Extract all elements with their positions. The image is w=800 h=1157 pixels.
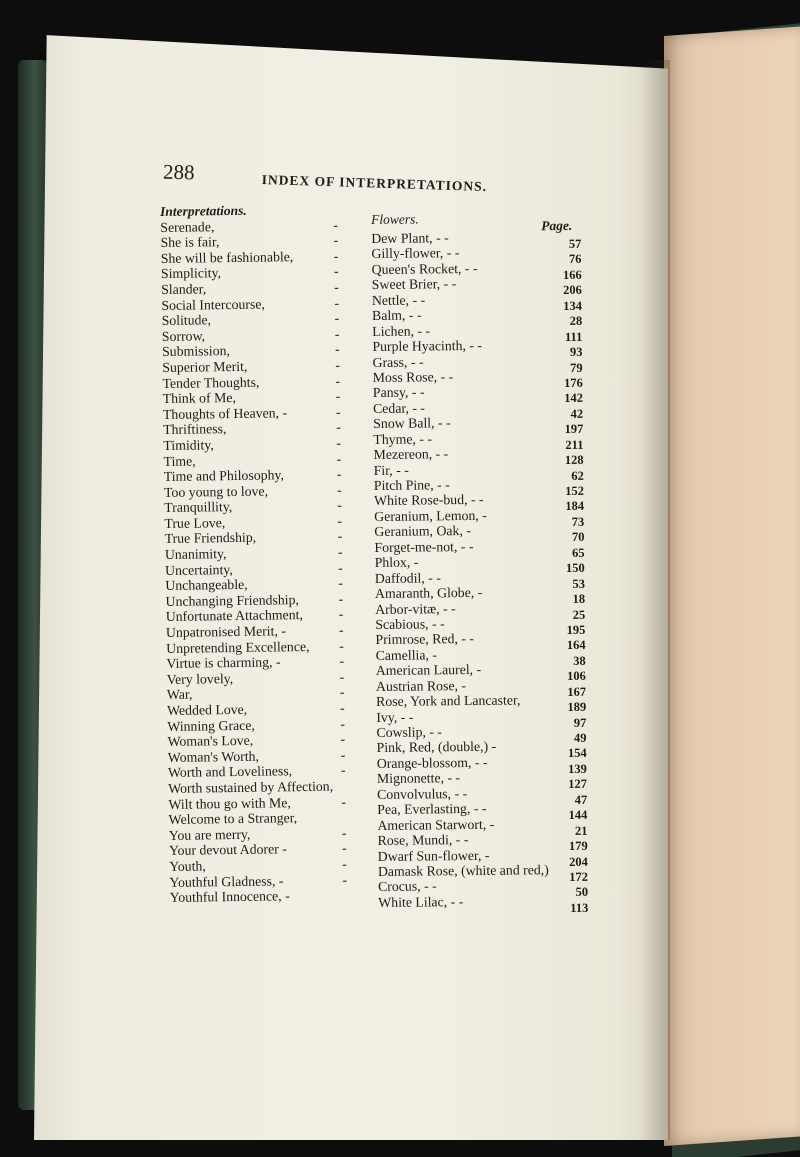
- leader-dash: -: [338, 622, 344, 638]
- leader-dash: -: [340, 762, 346, 778]
- flower-page-number: 127: [568, 777, 588, 792]
- flower-name: White Rose-bud, - -: [373, 492, 484, 509]
- flower-name: Thyme, - -: [373, 431, 433, 447]
- flower-name: Ivy, - -: [376, 709, 414, 725]
- flower-name: Daffodil, - -: [374, 569, 441, 586]
- flower-page-number: 204: [568, 854, 588, 869]
- interpretation-text: Youthful Innocence, -: [169, 888, 290, 906]
- interpretation-text: True Friendship,: [164, 530, 257, 547]
- interpretation-text: True Love,: [164, 514, 226, 531]
- interpretation-text: Think of Me,: [162, 390, 237, 407]
- flower-name: Primrose, Red, - -: [375, 631, 475, 648]
- flower-page-number: 139: [568, 761, 587, 776]
- flower-page-number: 179: [568, 838, 588, 854]
- flower-name: Dew Plant, - -: [371, 230, 449, 246]
- leader-dash: -: [340, 716, 345, 732]
- flower-name: Lichen, - -: [372, 323, 431, 339]
- interpretation-text: Timidity,: [163, 437, 214, 453]
- flower-page-number: 142: [564, 391, 584, 406]
- flower-name: Nettle, - -: [371, 292, 426, 308]
- flower-name: Queen's Rocket, - -: [371, 260, 478, 277]
- flower-page-number: 18: [572, 591, 586, 606]
- flowers-heading: Flowers.: [371, 211, 419, 227]
- leader-dash: -: [342, 856, 347, 872]
- leader-dash: -: [336, 466, 342, 482]
- flower-name: Phlox, -: [374, 554, 419, 571]
- flower-page-number: 154: [567, 746, 587, 761]
- leader-dash: -: [334, 310, 340, 326]
- flower-name: Forget-me-not, - -: [374, 538, 474, 555]
- interpretation-text: Welcome to a Stranger,: [168, 810, 298, 828]
- flower-name: Moss Rose, - -: [372, 369, 454, 385]
- flower-page-number: 38: [573, 653, 586, 668]
- interpretation-text: Winning Grace,: [167, 717, 255, 734]
- leader-dash: -: [335, 373, 341, 389]
- leader-dash: -: [341, 840, 347, 856]
- flower-page-number: 79: [570, 360, 583, 375]
- flower-page-number: 197: [564, 422, 584, 437]
- flower-name: Purple Hyacinth, - -: [372, 337, 483, 355]
- flower-name: Pansy, - -: [372, 384, 425, 401]
- flower-page-number: 53: [572, 576, 585, 591]
- leader-dash: -: [340, 747, 346, 763]
- interpretation-text: Uncertainty,: [165, 561, 233, 578]
- interpretation-text: Virtue is charming, -: [166, 654, 281, 672]
- flower-name: Rose, York and Lancaster,: [376, 692, 521, 710]
- flowers-column: [371, 210, 589, 915]
- flower-page-number: 28: [569, 313, 583, 329]
- interpretation-text: Time,: [163, 453, 196, 469]
- flower-name: Pink, Red, (double,) -: [376, 739, 497, 756]
- leader-dash: -: [340, 731, 346, 747]
- leader-dash: -: [341, 794, 347, 810]
- interpretations-heading: Interpretations.: [160, 202, 247, 219]
- flower-name: Austrian Rose, -: [375, 677, 467, 694]
- flower-name: Grass, - -: [372, 353, 424, 370]
- flower-name: Crocus, - -: [377, 878, 437, 895]
- flower-page-number: 57: [568, 236, 582, 251]
- flower-name: Convolvulus, - -: [377, 785, 468, 802]
- leader-dash: -: [337, 528, 343, 545]
- flower-name: American Starwort, -: [377, 816, 495, 833]
- flower-page-number: 195: [566, 622, 586, 637]
- flower-name: Fir, - -: [373, 462, 409, 478]
- interpretation-text: Serenade,: [160, 218, 215, 235]
- flower-page-number: 128: [564, 452, 584, 468]
- leader-dash: -: [333, 248, 339, 264]
- flower-name: Orange-blossom, - -: [376, 754, 488, 771]
- interpretation-text: Sorrow,: [161, 328, 206, 344]
- flower-page-number: 189: [567, 699, 587, 715]
- interpretation-text: Tranquillity,: [164, 499, 233, 516]
- interpretation-text: She is fair,: [160, 234, 220, 251]
- flower-page-number: 49: [573, 730, 587, 745]
- flower-page-number: 93: [569, 344, 583, 359]
- flower-name: Balm, - -: [372, 307, 422, 324]
- interpretation-text: Too young to love,: [163, 483, 269, 500]
- interpretation-text: Youthful Gladness, -: [169, 872, 284, 890]
- flower-page-number: 211: [565, 437, 584, 452]
- interpretation-text: You are merry,: [168, 826, 251, 843]
- flower-name: Damask Rose, (white and red,): [377, 862, 549, 879]
- page-number: 288: [162, 159, 195, 185]
- interpretation-text: Submission,: [161, 343, 231, 360]
- flower-name: Mezereon, - -: [373, 446, 449, 463]
- leader-dash: -: [336, 435, 342, 451]
- flower-name: White Lilac, - -: [378, 893, 464, 910]
- flower-name: Geranium, Lemon, -: [374, 507, 487, 524]
- interpretation-entry: [170, 887, 356, 905]
- flower-entry: [378, 893, 589, 915]
- flower-name: Gilly-flower, - -: [371, 245, 460, 262]
- leader-dash: -: [334, 279, 339, 295]
- interpretation-text: Unanimity,: [164, 546, 227, 563]
- leader-dash: -: [337, 497, 342, 513]
- interpretation-text: Social Intercourse,: [161, 296, 265, 313]
- flowers-headings: [371, 210, 581, 234]
- flower-name: Rose, Mundi, - -: [377, 832, 469, 849]
- interpretation-text: Youth,: [169, 858, 206, 874]
- flower-page-number: 134: [563, 298, 583, 313]
- flower-page-number: 106: [567, 669, 586, 684]
- flower-page-number: 65: [572, 545, 585, 560]
- flower-page-number: 150: [565, 560, 585, 576]
- flower-page-number: 111: [564, 329, 583, 344]
- leader-dash: -: [334, 341, 340, 357]
- flower-name: Dwarf Sun-flower, -: [377, 847, 490, 864]
- interpretation-text: Worth and Loveliness,: [167, 763, 293, 781]
- leader-dash: -: [337, 513, 343, 529]
- interpretation-text: Very lovely,: [166, 670, 234, 687]
- leader-dash: -: [339, 638, 344, 654]
- leader-dash: -: [338, 606, 344, 622]
- interpretation-text: Thoughts of Heaven, -: [162, 404, 288, 422]
- flower-name: Scabious, - -: [375, 616, 445, 632]
- flower-name: Pitch Pine, - -: [373, 477, 450, 493]
- flower-page-number: 167: [567, 684, 587, 699]
- interpretation-text: Unfortunate Attachment,: [165, 607, 304, 625]
- flower-name: Cowslip, - -: [376, 724, 443, 740]
- interpretation-text: Wedded Love,: [166, 701, 248, 718]
- flower-page-number: 144: [568, 807, 588, 823]
- page-heading: Page.: [541, 217, 573, 234]
- leader-dash: -: [339, 669, 345, 685]
- leader-dash: -: [339, 700, 345, 716]
- flower-page-number: 76: [568, 252, 582, 267]
- flower-name: Camellia, -: [375, 647, 438, 663]
- leader-dash: -: [334, 326, 340, 342]
- leader-dash: -: [336, 450, 342, 467]
- leader-dash: -: [335, 357, 340, 373]
- interpretation-text: Unchanging Friendship,: [165, 591, 299, 609]
- interpretation-text: Woman's Worth,: [167, 748, 260, 765]
- interpretation-text: Worth sustained by Affection,: [168, 778, 334, 796]
- flower-page-number: 70: [571, 530, 585, 545]
- interpretation-text: Unpretending Excellence,: [166, 638, 310, 656]
- flower-page-number: 184: [565, 499, 585, 514]
- leader-dash: -: [339, 684, 345, 700]
- leader-dash: -: [339, 653, 345, 669]
- interpretation-text: Woman's Love,: [167, 732, 254, 750]
- flower-name: Cedar, - -: [372, 400, 426, 416]
- interpretation-text: Tender Thoughts,: [162, 374, 260, 391]
- flower-page-number: 47: [574, 792, 588, 807]
- interpretation-text: Simplicity,: [160, 265, 222, 282]
- leader-dash: -: [341, 825, 347, 841]
- flower-name: Geranium, Oak, -: [374, 523, 471, 540]
- flower-page-number: 206: [563, 283, 582, 298]
- interpretation-text: Superior Merit,: [162, 358, 248, 375]
- interpretation-text: Unchangeable,: [165, 577, 248, 594]
- flower-page-number: 21: [574, 823, 588, 838]
- flower-name: Amaranth, Globe, -: [374, 584, 483, 602]
- flower-name: Pea, Everlasting, - -: [377, 801, 487, 818]
- leader-dash: -: [333, 217, 339, 233]
- interpretation-text: She will be fashionable,: [160, 248, 294, 266]
- interpretation-text: Your devout Adorer -: [168, 841, 287, 859]
- leader-dash: -: [334, 295, 340, 311]
- leader-dash: -: [337, 560, 343, 576]
- flowers-list: [371, 229, 589, 915]
- flower-page-number: 113: [570, 900, 589, 915]
- flower-name: Snow Ball, - -: [373, 415, 451, 432]
- flower-page-number: 166: [562, 267, 582, 282]
- interpretation-text: Unpatronised Merit, -: [165, 623, 287, 640]
- leader-dash: -: [333, 232, 339, 248]
- running-head: INDEX OF INTERPRETATIONS.: [261, 172, 488, 195]
- leader-dash: -: [333, 263, 339, 279]
- interpretations-column: [160, 201, 356, 905]
- leader-dash: -: [336, 482, 342, 498]
- leader-dash: -: [335, 388, 341, 404]
- flower-page-number: 176: [563, 375, 583, 390]
- flower-name: Mignonette, - -: [376, 770, 461, 787]
- leader-dash: -: [338, 575, 344, 591]
- leader-dash: -: [342, 871, 348, 888]
- flower-page-number: 25: [572, 607, 586, 622]
- interpretation-text: Thriftiness,: [163, 421, 227, 438]
- flower-page-number: 73: [571, 514, 585, 529]
- flower-page-number: 164: [566, 638, 586, 653]
- interpretation-text: Solitude,: [161, 312, 212, 329]
- flower-page-number: 62: [571, 468, 584, 483]
- leader-dash: -: [337, 544, 343, 560]
- flower-name: American Laurel, -: [375, 662, 482, 679]
- flower-name: Arbor-vitæ, - -: [375, 600, 456, 617]
- interpretation-text: War,: [166, 687, 193, 703]
- flower-name: Sweet Brier, - -: [371, 276, 457, 293]
- flower-page-number: 97: [573, 715, 587, 730]
- interpretation-text: Wilt thou go with Me,: [168, 794, 291, 812]
- leader-dash: -: [338, 591, 344, 607]
- flower-page-number: 172: [569, 869, 589, 884]
- flower-page-number: 152: [565, 483, 585, 498]
- leader-dash: -: [335, 404, 341, 420]
- interpretation-text: Time and Philosophy,: [163, 467, 285, 485]
- interpretation-text: Slander,: [161, 281, 207, 297]
- flower-page-number: 50: [575, 885, 589, 900]
- interpretations-list: [160, 217, 356, 906]
- flower-page-number: 42: [570, 406, 584, 421]
- leader-dash: -: [336, 419, 341, 435]
